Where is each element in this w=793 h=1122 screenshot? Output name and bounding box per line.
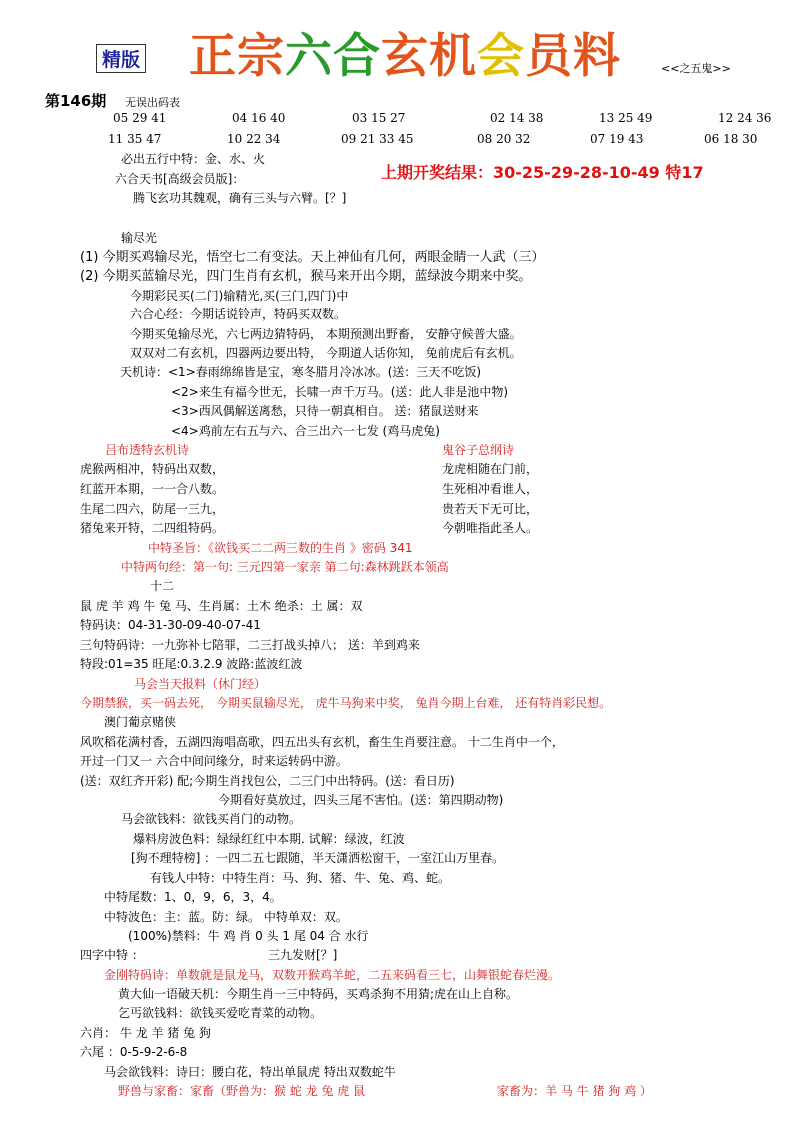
number-group: 13 25 49	[599, 111, 653, 125]
title-char: 合	[333, 29, 381, 84]
section-heading: 输尽光	[121, 231, 158, 245]
number-group: 09 21 33 45	[341, 132, 414, 146]
number-group: 07 19 43	[590, 132, 644, 146]
title-char: 会	[477, 29, 525, 84]
number-group: 12 24 36	[718, 111, 772, 125]
text-line: 风吹稻花满村香，五湖四海唱高歌，四五出头有玄机，畜生生肖要注意。 十二生肖中一个，	[80, 735, 564, 749]
text-line: 天机诗：<1>春雨绵绵皆是宝，寒冬腊月冷冰冰。(送：三天不吃饭)	[120, 365, 482, 379]
text-line: 中特尾数：1、0，9，6，3，4。	[104, 890, 282, 904]
title-char: 玄	[381, 29, 429, 84]
text-line: 开过一门又一 六合中间问缘分，时来运转码中游。	[80, 754, 348, 768]
poem-line: 猪兔来开特，二四组特码。	[80, 521, 225, 535]
text-line: 乞丐欲钱料：欲钱买爱吃青菜的动物。	[118, 1006, 323, 1020]
number-group: 03 15 27	[352, 111, 406, 125]
text-line: 今期买兔输尽光，六七两边猜特码， 本期预测出野畜， 安静守候普大盛。	[130, 327, 522, 341]
report-line: 今期禁猴，买一码去死， 今期买鼠输尽光， 虎牛马狗来中奖， 兔肖今期上台难， 还有特肖彩民想。	[80, 696, 612, 710]
text-line: 澳门葡京赌侠	[104, 715, 177, 729]
number-group: 04 16 40	[232, 111, 286, 125]
poem-line: 今朝唯指此圣人。	[442, 521, 539, 535]
text-line: <4>鸡前左右五与六、合三出六一七发 (鸡马虎兔)	[171, 424, 440, 438]
title-char: 正	[189, 29, 237, 84]
poem-line: 生死相冲看谁人，	[442, 482, 539, 496]
poem-line: 红蓝开本期，一一合八数。	[80, 482, 225, 496]
text-line: 中特波色：主：蓝。防：绿。 中特单双：双。	[104, 910, 348, 924]
page-title	[189, 30, 621, 84]
number-group: 05 29 41	[113, 111, 167, 125]
title-char: 宗	[237, 29, 285, 84]
poem-line: 贵若天下无可比，	[442, 502, 539, 516]
edition-badge	[96, 44, 146, 73]
text-line: <3>西风偶解送离愁，只待一朝真相自。 送：猪鼠送财来	[171, 404, 479, 418]
text-line: 今期彩民买(二门)输精光,买(三门,四门)中	[130, 289, 349, 303]
text-line: 六尾 ：0-5-9-2-6-8	[80, 1045, 188, 1059]
poem-line: 生尾二四六，防尾一三九，	[80, 502, 225, 516]
edition-badge-text: 精版	[101, 49, 140, 71]
subtitle: <<之五鬼>>	[661, 62, 731, 75]
poem-line: 虎猴两相冲，特码出双数，	[80, 462, 225, 476]
text-line: 爆料房波色料：绿绿红红中本期. 试解：绿波，红波	[133, 832, 405, 846]
scripture-line: 中特两句经：第一句: 三元四第一家亲 第二句:森林跳跃本领高	[121, 560, 449, 574]
text-line: (1) 今期买鸡输尽光，悟空七二有变法。天上神仙有几何，两眼金睛一人武（三）	[80, 250, 545, 265]
title-char: 机	[429, 29, 477, 84]
number-group: 08 20 32	[477, 132, 531, 146]
number-group: 06 18 30	[704, 132, 758, 146]
title-char: 料	[573, 29, 621, 84]
text-line: (2) 今期买蓝输尽光，四门生肖有玄机，猴马来开出今期，蓝绿波今期来中奖。	[80, 269, 532, 284]
heavenly-book-text: 腾飞玄功其魏观，确有三头与六臂。[？]	[133, 191, 347, 205]
issue-number: 第146期	[45, 92, 107, 110]
text-line: 特码诀：04-31-30-09-40-07-41	[80, 618, 261, 632]
title-char: 员	[525, 29, 573, 84]
text-line: 六肖： 牛 龙 羊 猪 兔 狗	[80, 1026, 211, 1040]
text-line: 黄大仙一语破天机：今期生肖一三中特码，买鸡杀狗不用猜;虎在山上自称。	[118, 987, 519, 1001]
text-line: 六合心经：今期话说铃声，特码买双数。	[130, 307, 347, 321]
text-line: 三九发财[？]	[268, 948, 338, 962]
poem-heading-left: 吕布透特玄机诗	[105, 443, 190, 457]
decree-line: 中特圣旨：《欲钱买二二两三数的生肖 》密码 341	[148, 541, 413, 555]
text-line: 双双对二有玄机，四器两边要出特， 今期道人话你知， 兔前虎后有玄机。	[130, 346, 522, 360]
text-line: 鼠 虎 羊 鸡 牛 兔 马、生肖属：土木 绝杀：土 属：双	[80, 599, 363, 613]
text-line: 三句特码诗：一九弥补七陪罪，二三打战头掉八； 送：羊到鸡来	[80, 638, 420, 652]
number-group: 02 14 38	[490, 111, 544, 125]
number-group: 11 35 47	[108, 132, 162, 146]
poem-heading-right: 鬼谷子总纲诗	[442, 443, 515, 457]
poem-line-red: 金刚特码诗：单数就是鼠龙马，双数开猴鸡羊蛇，二五来码看三七，山舞银蛇春烂漫。	[104, 968, 561, 982]
animals-line: 家畜为：羊 马 牛 猪 狗 鸡 ）	[497, 1084, 652, 1098]
text-line: 马会欲钱料：欲钱买肖门的动物。	[121, 812, 302, 826]
text-line: <2>来生有福今世无，长啸一声千万马。(送：此人非是池中物)	[171, 385, 509, 399]
poem-line: 龙虎相随在门前，	[442, 462, 539, 476]
heavenly-book-heading: 六合天书[高级会员版]：	[115, 172, 245, 186]
issue-note: 无误出码表	[125, 96, 180, 109]
text-line: 十二	[150, 579, 175, 593]
text-line: (100%)禁料：牛 鸡 肖 0 头 1 尾 04 合 水行	[128, 929, 369, 943]
animals-line: 野兽与家畜：家畜（野兽为：猴 蛇 龙 兔 虎 鼠	[118, 1084, 366, 1098]
text-line: 特段:01=35 旺尾:0.3.2.9 波路:蓝波红波	[80, 657, 303, 671]
report-heading: 马会当天报料（休门经）	[134, 677, 267, 691]
text-line: [狗不理特榜] ：一四二五七跟随，半天潇洒松窗干，一室江山万里春。	[131, 851, 505, 865]
number-group: 10 22 34	[227, 132, 281, 146]
text-line: 马会欲钱料：诗曰：腰白花，特出单鼠虎 特出双数蛇牛	[104, 1065, 396, 1079]
text-line: 今期看好莫放过，四头三尾不害怕。(送：第四期动物)	[218, 793, 504, 807]
text-line: 四字中特 ：	[80, 948, 144, 962]
title-char: 六	[285, 29, 333, 84]
five-elements-line: 必出五行中特：金、水、火	[121, 152, 266, 166]
last-draw-result: 上期开奖结果：30-25-29-28-10-49 特17	[381, 163, 704, 182]
text-line: (送：双红齐开彩) 配;今期生肖找包公，二三门中出特码。(送：看日历)	[80, 774, 455, 788]
text-line: 有钱人中特：中特生肖：马、狗、猪、牛、兔、鸡、蛇。	[150, 871, 451, 885]
